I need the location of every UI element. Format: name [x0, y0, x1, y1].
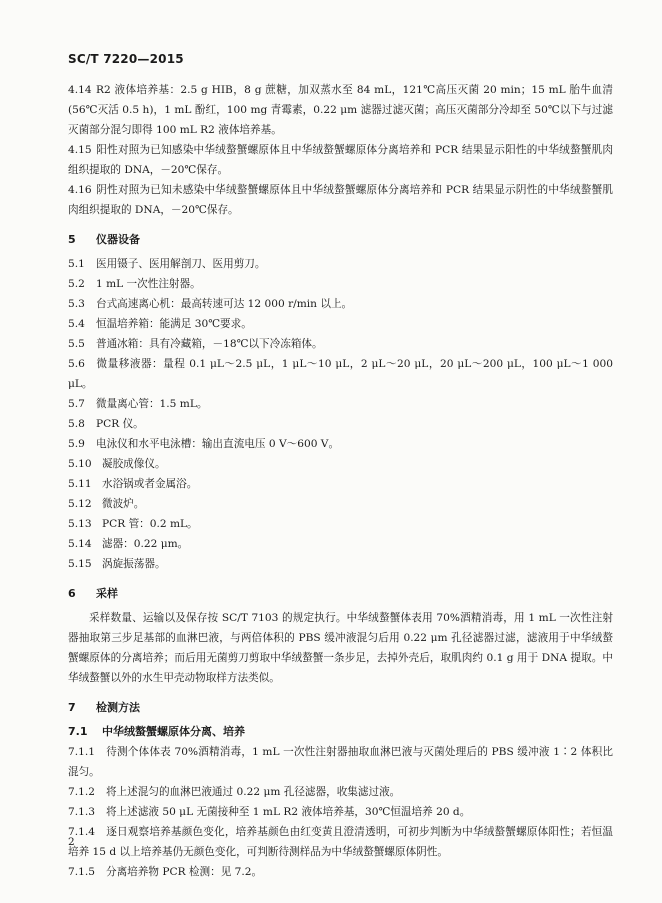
section-number: 5 [68, 233, 76, 246]
section-title: 仪器设备 [96, 233, 140, 246]
clause-7-1-1 [68, 742, 613, 782]
sampling-paragraph: 采样数量、运输以及保存按 SC/T 7103 的规定执行。中华绒螯蟹体表用 70%酒精消毒，用 1 mL 一次性注射器抽取第三步足基部的血淋巴液，与两倍体积的 PBS 缓冲液混匀后用 0.22 μm 孔径滤器过滤，滤液用于中华绒螯蟹螺原体的分离培养；而后用无菌剪刀剪取中华绒螯蟹一条步足，去掉外壳后，取肌肉约 0.1 g 用于 DNA 提取。中华绒螯蟹以外的水生甲壳动物取样方法类似。 [68, 612, 613, 684]
clause-4-14 [68, 80, 613, 140]
page-number: 2 [68, 836, 75, 848]
clause-text: 阴性对照为已知未感染中华绒螯蟹螺原体且中华绒螯蟹螺原体分离培养和 PCR 结果显示阴性的中华绒螯蟹肌肉组织提取的 DNA，－20℃保存。 [68, 184, 613, 216]
clause-number: 4.15 [68, 144, 92, 156]
clause-number: 4.14 [68, 84, 92, 96]
clause-5-9 [68, 434, 613, 454]
clause-7-1-3 [68, 802, 613, 822]
clause-text: 凝胶成像仪。 [102, 458, 166, 470]
clause-number: 7.1.2 [68, 786, 95, 798]
clause-4-15 [68, 140, 613, 180]
clause-number: 5.13 [68, 518, 92, 530]
clause-5-2 [68, 274, 613, 294]
clause-5-10 [68, 454, 613, 474]
clause-number: 5.2 [68, 278, 85, 290]
clause-5-12 [68, 494, 613, 514]
clause-number: 5.7 [68, 398, 85, 410]
clause-5-14 [68, 534, 613, 554]
clause-5-7 [68, 394, 613, 414]
subsection-number: 7.1 [68, 725, 88, 738]
clause-number: 5.12 [68, 498, 92, 510]
subsection-7-1-heading [68, 722, 613, 742]
clause-number: 5.15 [68, 558, 92, 570]
section-title: 采样 [96, 587, 118, 600]
section-5-heading [68, 230, 613, 250]
clause-5-3 [68, 294, 613, 314]
section-number: 7 [68, 701, 76, 714]
clause-5-8 [68, 414, 613, 434]
clause-text: 台式高速离心机：最高转速可达 12 000 r/min 以上。 [96, 298, 353, 310]
clause-number: 5.10 [68, 458, 92, 470]
clause-5-5 [68, 334, 613, 354]
clause-text: 将上述滤液 50 μL 无菌接种至 1 mL R2 液体培养基，30℃恒温培养 20 d。 [106, 806, 471, 818]
clause-7-1-2 [68, 782, 613, 802]
clause-text: 待测个体体表 70%酒精消毒，1 mL 一次性注射器抽取血淋巴液与灭菌处理后的 PBS 缓冲液 1∶2 体积比混匀。 [68, 746, 613, 778]
clause-number: 5.5 [68, 338, 85, 350]
clause-7-1-4 [68, 822, 613, 862]
clause-number: 5.3 [68, 298, 85, 310]
clause-text: 逐日观察培养基颜色变化，培养基颜色由红变黄且澄清透明，可初步判断为中华绒螯蟹螺原体阳性；若恒温培养 15 d 以上培养基仍无颜色变化，可判断待测样品为中华绒螯蟹螺原体阴性。 [68, 826, 613, 858]
clause-text: 阳性对照为已知感染中华绒螯蟹螺原体且中华绒螯蟹螺原体分离培养和 PCR 结果显示阳性的中华绒螯蟹肌肉组织提取的 DNA，－20℃保存。 [68, 144, 613, 176]
section-title: 检测方法 [96, 701, 140, 714]
clause-5-15 [68, 554, 613, 574]
clause-text: 电泳仪和水平电泳槽：输出直流电压 0 V～600 V。 [96, 438, 340, 450]
clause-text: PCR 管：0.2 mL。 [102, 518, 198, 530]
clause-4-16 [68, 180, 613, 220]
clause-text: 医用镊子、医用解剖刀、医用剪刀。 [96, 258, 266, 270]
clause-5-13 [68, 514, 613, 534]
section-6-heading [68, 584, 613, 604]
clause-number: 4.16 [68, 184, 92, 196]
clause-text: R2 液体培养基：2.5 g HIB，8 g 蔗糖，加双蒸水至 84 mL，121℃高压灭菌 20 min；15 mL 胎牛血清(56℃灭活 0.5 h)，1 mL 酚红，100 mg 青霉素，0.22 μm 滤器过滤灭菌；高压灭菌部分冷却至 50℃以下与过滤灭菌部分混匀即得 100 mL R2 液体培养基。 [68, 84, 613, 136]
clause-number: 7.1.4 [68, 826, 95, 838]
clause-number: 5.14 [68, 538, 92, 550]
clause-text: 滤器：0.22 μm。 [102, 538, 189, 550]
clause-5-1 [68, 254, 613, 274]
section-number: 6 [68, 587, 76, 600]
clause-text: 1 mL 一次性注射器。 [96, 278, 201, 290]
clause-5-11 [68, 474, 613, 494]
clause-5-4 [68, 314, 613, 334]
clause-text: 微量离心管：1.5 mL。 [96, 398, 208, 410]
clause-text: 微波炉。 [102, 498, 145, 510]
clause-number: 5.9 [68, 438, 85, 450]
clause-text: 分离培养物 PCR 检测：见 7.2。 [106, 866, 263, 878]
clause-5-6 [68, 354, 613, 394]
clause-7-1-5 [68, 862, 613, 882]
clause-text: 水浴锅或者金属浴。 [102, 478, 198, 490]
clause-number: 5.4 [68, 318, 85, 330]
clause-text: 将上述混匀的血淋巴液通过 0.22 μm 孔径滤器，收集滤过液。 [106, 786, 401, 798]
clause-text: 恒温培养箱：能满足 30℃要求。 [96, 318, 252, 330]
clause-text: PCR 仪。 [96, 418, 144, 430]
clause-number: 5.1 [68, 258, 85, 270]
clause-number: 5.8 [68, 418, 85, 430]
subsection-title: 中华绒螯蟹螺原体分离、培养 [102, 725, 245, 738]
clause-text: 普通冰箱：具有冷藏箱，－18℃以下冷冻箱体。 [96, 338, 323, 350]
clause-number: 7.1.1 [68, 746, 95, 758]
clause-text: 微量移液器：量程 0.1 μL～2.5 μL，1 μL～10 μL，2 μL～20 μL，20 μL～200 μL，100 μL～1 000 μL。 [68, 358, 613, 390]
clause-number: 5.11 [68, 478, 92, 490]
page-body [68, 80, 613, 882]
document-header-code: SC/T 7220—2015 [68, 52, 184, 66]
section-7-heading [68, 698, 613, 718]
clause-text: 涡旋振荡器。 [102, 558, 166, 570]
clause-number: 5.6 [68, 358, 85, 370]
clause-number: 7.1.3 [68, 806, 95, 818]
clause-number: 7.1.5 [68, 866, 95, 878]
